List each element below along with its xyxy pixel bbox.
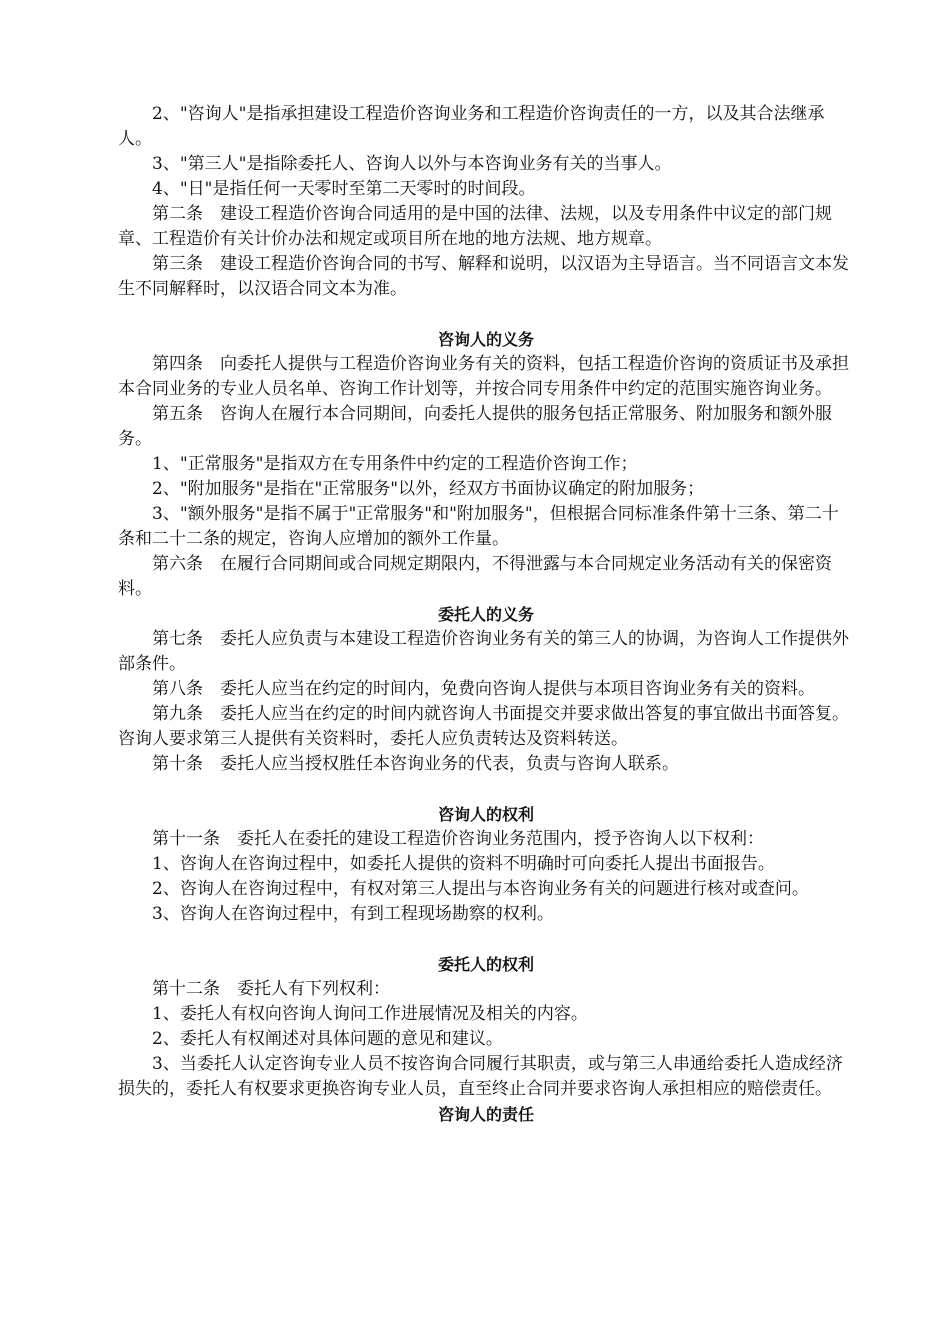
paragraph: 第十二条 委托人有下列权利： [152, 979, 390, 999]
paragraph: 第六条 在履行合同期间或合同规定期限内，不得泄露与本合同规定业务活动有关的保密资料。 [118, 554, 832, 599]
paragraph: 第五条 咨询人在履行本合同期间，向委托人提供的服务包括正常服务、附加服务和额外服务。 [118, 404, 832, 449]
paragraph: 3、"第三人"是指除委托人、咨询人以外与本咨询业务有关的当事人。 [152, 154, 672, 174]
section-heading: 咨询人的责任 [437, 1105, 534, 1124]
paragraph: 3、当委托人认定咨询专业人员不按咨询合同履行其职责，或与第三人串通给委托人造成经济损失的，委托人有权要求更换咨询专业人员，直至终止合同并要求咨询人承担相应的赔偿责任。 [118, 1054, 843, 1099]
document-page [118, 102, 854, 1127]
blank-line [118, 302, 854, 327]
paragraph: 2、"咨询人"是指承担建设工程造价咨询业务和工程造价咨询责任的一方，以及其合法继承人。 [118, 104, 825, 149]
blank-line [118, 777, 854, 802]
section-heading: 委托人的权利 [437, 955, 534, 974]
paragraph: 第三条 建设工程造价咨询合同的书写、解释和说明，以汉语为主导语言。当不同语言文本发生不同解释时，以汉语合同文本为准。 [118, 254, 849, 299]
section-heading: 委托人的义务 [437, 605, 534, 624]
paragraph: 第四条 向委托人提供与工程造价咨询业务有关的资料，包括工程造价咨询的资质证书及承担本合同业务的专业人员名单、咨询工作计划等，并按合同专用条件中约定的范围实施咨询业务。 [118, 354, 849, 399]
paragraph: 2、"附加服务"是指在"正常服务"以外，经双方书面协议确定的附加服务； [152, 479, 705, 499]
paragraph: 4、"日"是指任何一天零时至第二天零时的时间段。 [152, 179, 536, 199]
blank-line [118, 927, 854, 952]
paragraph: 3、咨询人在咨询过程中，有到工程现场勘察的权利。 [152, 904, 554, 924]
paragraph: 1、委托人有权向咨询人询问工作进展情况及相关的内容。 [152, 1004, 588, 1024]
paragraph: 1、"正常服务"是指双方在专用条件中约定的工程造价咨询工作； [152, 454, 638, 474]
paragraph: 第二条 建设工程造价咨询合同适用的是中国的法律、法规，以及专用条件中议定的部门规章、工程造价有关计价办法和规定或项目所在地的地方法规、地方规章。 [118, 204, 832, 249]
paragraph: 2、咨询人在咨询过程中，有权对第三人提出与本咨询业务有关的问题进行核对或查问。 [152, 879, 809, 899]
section-heading: 咨询人的义务 [437, 330, 534, 349]
paragraph: 3、"额外服务"是指不属于"正常服务"和"附加服务"，但根据合同标准条件第十三条、第二十条和二十二条的规定，咨询人应增加的额外工作量。 [118, 504, 839, 549]
paragraph: 1、咨询人在咨询过程中，如委托人提供的资料不明确时可向委托人提出书面报告。 [152, 854, 775, 874]
paragraph: 第十条 委托人应当授权胜任本咨询业务的代表，负责与咨询人联系。 [152, 754, 679, 774]
paragraph: 2、委托人有权阐述对具体问题的意见和建议。 [152, 1029, 503, 1049]
paragraph: 第十一条 委托人在委托的建设工程造价咨询业务范围内，授予咨询人以下权利： [152, 829, 764, 849]
section-heading: 咨询人的权利 [437, 805, 534, 824]
paragraph: 第八条 委托人应当在约定的时间内，免费向咨询人提供与本项目咨询业务有关的资料。 [152, 679, 815, 699]
paragraph: 第九条 委托人应当在约定的时间内就咨询人书面提交并要求做出答复的事宜做出书面答复。咨询人要求第三人提供有关资料时，委托人应负责转达及资料转送。 [118, 704, 849, 749]
paragraph: 第七条 委托人应负责与本建设工程造价咨询业务有关的第三人的协调，为咨询人工作提供外部条件。 [118, 629, 849, 674]
